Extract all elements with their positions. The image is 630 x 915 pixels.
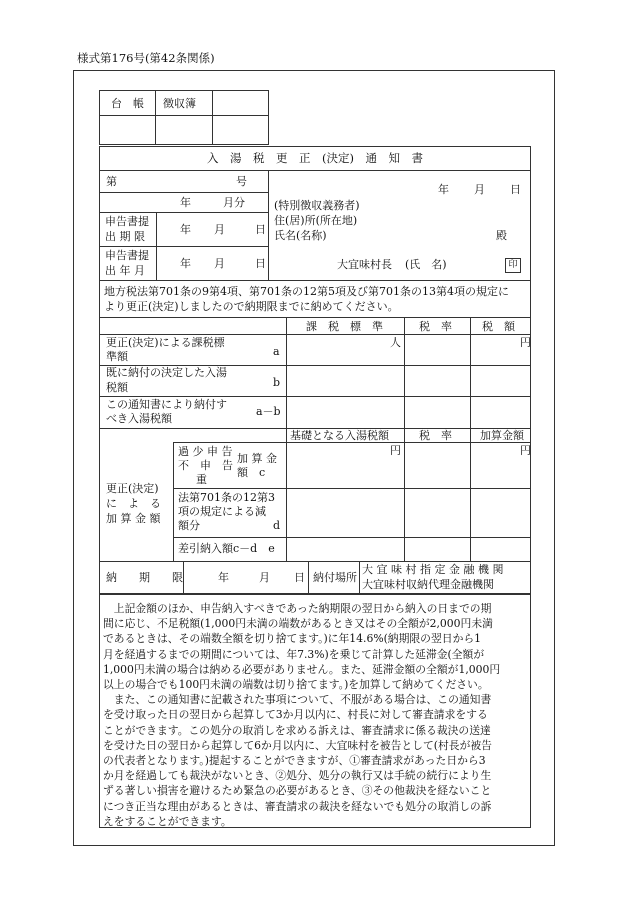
recipient-line-1: (特別徴収義務者) xyxy=(274,199,360,212)
row-ab-key: a－b xyxy=(256,405,281,418)
penalty-sub1-c: 重 xyxy=(196,473,207,486)
penalty-group-3: 加 算 金 額 xyxy=(106,512,161,525)
notes-line: か月を経過しても裁決がないとき、②処分、処分の執行又は手続の続行により生 xyxy=(103,769,492,783)
notes-line: 上記金額のほか、申告納入すべきであった納期限の翌日から納入の日までの期 xyxy=(103,602,492,615)
penalty-sub2-line-1: 法第701条の12第3 xyxy=(178,491,275,504)
penalty-sub2-line-2: 項の規定による減 xyxy=(178,505,266,518)
header-penalty-rate: 税 率 xyxy=(419,429,452,442)
penalty-sub1-kasan-2: 額 c xyxy=(237,466,266,479)
period-nen: 年 xyxy=(180,196,191,209)
penalty-group-2: に よ る xyxy=(106,497,161,510)
notes-line: 1,000円未満の場合は納める必要がありません。また、延滞金額の全額が1,000円 xyxy=(103,662,501,676)
number-dai: 第 xyxy=(106,175,117,188)
form-number: 様式第176号(第42条関係) xyxy=(77,51,215,65)
submitted-gatsu: 月 xyxy=(214,257,225,270)
penalty-sub1-a: 過 少 申 告 xyxy=(178,445,233,458)
payment-deadline-label: 納 期 限 xyxy=(106,571,183,584)
penalty-unit-yen-1: 円 xyxy=(390,444,401,457)
row-a-label-2: 準額 xyxy=(106,350,128,363)
row-ab-label-1: この通知書により納付す xyxy=(106,398,227,411)
penalty-net-amount: 差引納入額c－d e xyxy=(178,542,275,555)
submitted-nichi: 日 xyxy=(255,257,266,270)
payment-nen: 年 xyxy=(218,571,229,584)
recipient-line-3: 氏名(名称) xyxy=(274,229,327,242)
payment-nichi: 日 xyxy=(294,571,305,584)
notes-line: えをすることができます。 xyxy=(103,814,232,828)
row-b-key: b xyxy=(273,376,281,389)
issue-nichi: 日 xyxy=(510,183,521,196)
notes-line: ずる著しい損害を避けるため緊急の必要があるとき、③その他裁決を経ないこと xyxy=(103,784,492,798)
deadline-nichi: 日 xyxy=(255,223,266,236)
notes-line: 月を経過するまでの期間については、年7.3%)を乗じて計算した延滞金(全額が xyxy=(103,647,485,661)
payment-place-label: 納付場所 xyxy=(313,571,357,584)
deadline-label-2: 出 期 限 xyxy=(105,230,145,243)
period-gatsubun: 月分 xyxy=(223,196,245,209)
submitted-label-2: 出 年 月 xyxy=(105,264,145,277)
row-a-unit-yen: 円 xyxy=(520,336,531,349)
header-penalty-amount: 加算金額 xyxy=(480,429,524,442)
notes-line: を受け取った日の翌日から起算して3か月以内に、村長に対して審査請求をする xyxy=(103,708,488,722)
notes-line: 以上の場合でも100円未満の端数は切り捨てます。)を加算して納めてください。 xyxy=(103,678,489,691)
row-a-label-1: 更正(決定)による課税標 xyxy=(106,336,225,349)
row-b-label-1: 既に納付の決定した入湯 xyxy=(106,366,227,379)
payment-place-1: 大 宜 味 村 指 定 金 融 機 関 xyxy=(362,563,504,576)
issue-gatsu: 月 xyxy=(474,183,485,196)
notes-line: ことができます。この処分の取消しを求める訴えは、審査請求に係る裁決の送達 xyxy=(103,723,491,737)
deadline-nen: 年 xyxy=(180,223,191,236)
header-tax-amount: 税 額 xyxy=(482,320,515,333)
issue-nen: 年 xyxy=(438,183,449,196)
penalty-sub1-b: 不 申 告 xyxy=(178,459,233,472)
deadline-label-1: 申告書提 xyxy=(105,215,149,228)
deadline-gatsu: 月 xyxy=(214,223,225,236)
payment-gatsu: 月 xyxy=(259,571,270,584)
ledger-daicho-label: 台 帳 xyxy=(111,97,144,110)
notes-line: の代表者となります。)提起することができますが、①審査請求があった日から3 xyxy=(103,754,486,767)
penalty-unit-yen-2: 円 xyxy=(520,444,531,457)
notice-line-2: より更正(決定)しましたので納期限までに納めてください。 xyxy=(104,300,399,313)
issuer-mayor: 大宜味村長 xyxy=(337,258,392,271)
header-base-tax: 基礎となる入湯税額 xyxy=(290,429,389,442)
notes-line: を受けた日の翌日から起算して6か月以内に、大宜味村を被告として(村長が被告 xyxy=(103,738,492,752)
recipient-dono: 殿 xyxy=(496,229,507,242)
penalty-sub2-key: d xyxy=(273,519,281,532)
payment-place-2: 大宜味村収納代理金融機関 xyxy=(362,578,494,591)
number-go: 号 xyxy=(236,175,247,188)
notes-line: また、この通知書に記載された事項について、不服がある場合は、この通知書 xyxy=(103,693,492,707)
notes-line: 間に応じ、不足税額(1,000円未満の端数があるとき又はその全額が2,000円未満 xyxy=(103,617,493,631)
header-tax-base: 課 税 標 準 xyxy=(306,320,383,333)
penalty-sub2-line-3: 額分 xyxy=(178,519,200,532)
row-a-unit-people: 人 xyxy=(390,336,401,349)
notes-line: であるときは、その端数全額を切り捨てます。)に年14.6%(納期限の翌日から1 xyxy=(103,632,482,646)
penalty-group-1: 更正(決定) xyxy=(106,482,159,495)
seal-icon: 印 xyxy=(505,258,521,273)
document-title: 入 湯 税 更 正 (決定) 通 知 書 xyxy=(207,151,423,165)
recipient-line-2: 住(居)所(所在地) xyxy=(274,214,358,227)
notes-line: につき正当な理由があるときは、審査請求の裁決を経ないでも処分の取消しの訴 xyxy=(103,799,492,813)
row-ab-label-2: べき入湯税額 xyxy=(106,412,172,425)
row-b-label-2: 税額 xyxy=(106,381,128,394)
submitted-label-1: 申告書提 xyxy=(105,249,149,262)
header-tax-rate: 税 率 xyxy=(419,320,452,333)
notice-line-1: 地方税法第701条の9第4項、第701条の12第5項及び第701条の13第4項の規定に xyxy=(104,285,509,298)
submitted-nen: 年 xyxy=(180,257,191,270)
penalty-sub1-kasan-1: 加 算 金 xyxy=(237,452,277,465)
issuer-name: (氏 名) xyxy=(405,258,447,271)
ledger-choshubo-label: 徴収簿 xyxy=(163,97,196,110)
row-a-key: a xyxy=(273,345,280,358)
